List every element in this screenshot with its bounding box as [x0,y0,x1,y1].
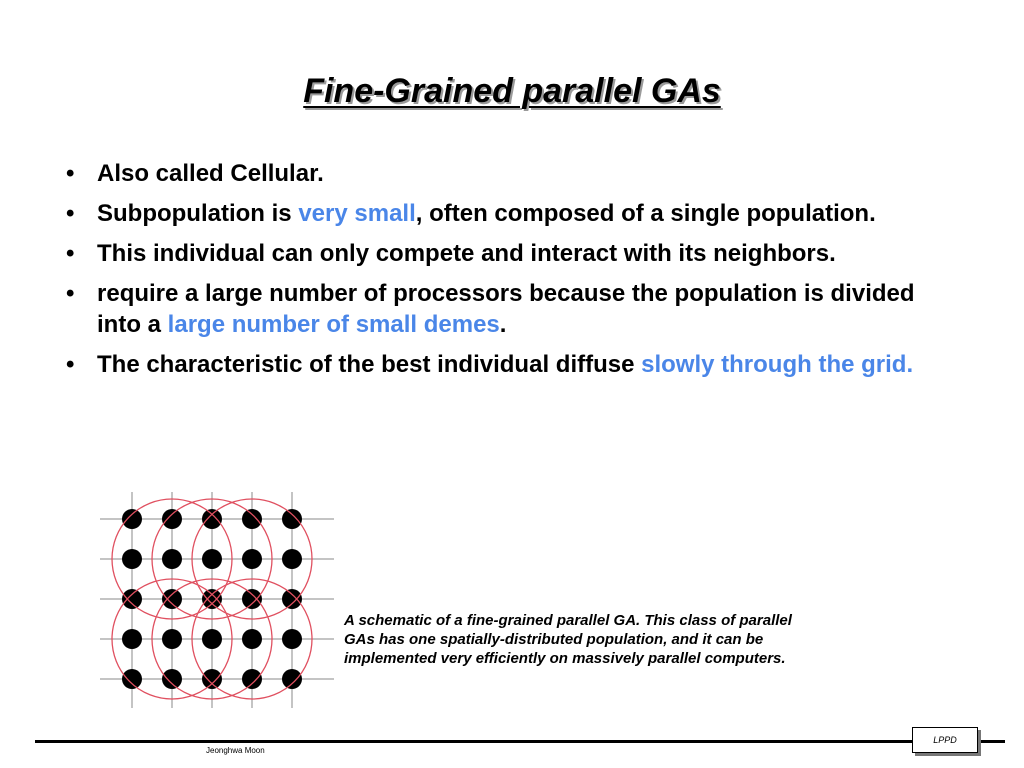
diagram-caption: A schematic of a fine-grained parallel GA. This class of parallel GAs has one spatially-distributed population, and it can be implemented very efficiently on massively parallel computers. [344,612,792,667]
bullet-item [60,158,965,189]
grid-node [162,509,182,529]
grid-node [202,549,222,569]
grid-node [122,549,142,569]
grid-node [202,589,222,609]
grid-node [162,549,182,569]
grid-node [242,549,262,569]
bullet-dot: • [66,240,75,267]
bullet-text: . [499,311,507,338]
bullet-item [60,278,965,340]
bullet-text: This individual can only compete and interact with its neighbors. [97,240,836,267]
grid-node [242,629,262,649]
grid-node [122,669,142,689]
bullet-item [60,198,965,229]
bullet-text: require a large number of processors because the population is divided into a [97,280,915,338]
grid-node [282,549,302,569]
grid-node [242,589,262,609]
bullet-item [60,349,965,380]
grid-node [162,589,182,609]
bullet-text: , often composed of a single population. [415,200,876,227]
bullet-text: The characteristic of the best individual diffuse [97,351,642,378]
grid-node [282,509,302,529]
grid-node [282,669,302,689]
highlighted-text: large number of small demes [167,311,500,338]
grid-node [162,669,182,689]
bullet-item [60,238,965,269]
grid-node [282,589,302,609]
grid-node [122,629,142,649]
bullet-dot: • [66,160,75,187]
grid-node [242,509,262,529]
bullet-dot: • [66,280,75,307]
slide-title: Fine-Grained parallel GAs [303,72,721,110]
grid-node [122,589,142,609]
footer-badge-label: LPPD [933,735,957,745]
bullet-dot: • [66,200,75,227]
fine-grained-grid-diagram [90,490,340,712]
footer-author: Jeonghwa Moon [206,746,265,755]
bullet-list [60,158,965,389]
highlighted-text: slowly through the grid. [641,351,914,378]
footer-divider [35,740,1005,743]
grid-node [122,509,142,529]
grid-node [162,629,182,649]
grid-node [282,629,302,649]
grid-node [202,669,222,689]
grid-node [242,669,262,689]
grid-node [202,509,222,529]
grid-node [202,629,222,649]
bullet-dot: • [66,351,75,378]
bullet-text: Also called Cellular. [97,160,324,187]
bullet-text: Subpopulation is [97,200,299,227]
footer-badge [912,727,978,753]
highlighted-text: very small [298,200,416,227]
